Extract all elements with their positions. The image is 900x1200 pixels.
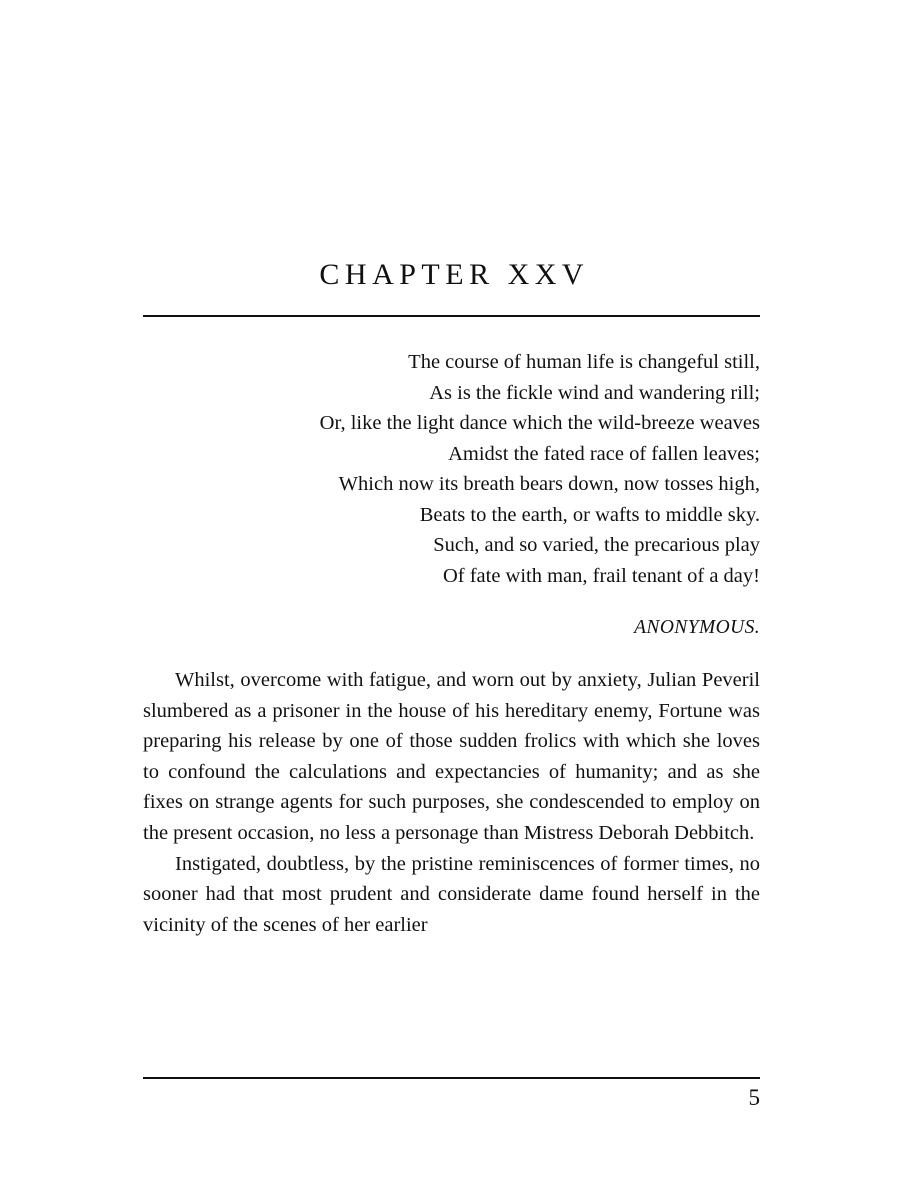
- epigraph-verse: [143, 347, 760, 591]
- epigraph-line: Which now its breath bears down, now tosses high,: [338, 473, 760, 495]
- epigraph-line: As is the fickle wind and wandering rill;: [429, 381, 760, 404]
- page-title: CHAPTER XXV: [319, 258, 590, 291]
- epigraph-attribution: ANONYMOUS.: [634, 617, 760, 638]
- page-content: [143, 0, 760, 940]
- epigraph-line: Such, and so varied, the precarious play: [433, 534, 760, 556]
- epigraph-line: Beats to the earth, or wafts to middle sky.: [419, 503, 760, 526]
- body-paragraph: Instigated, doubtless, by the pristine reminiscences of former times, no sooner had that most prudent and considerate dame found herself in the vicinity of the scenes of her earlier: [143, 852, 760, 936]
- epigraph-line: Of fate with man, frail tenant of a day!: [442, 564, 760, 587]
- epigraph-line: Amidst the fated race of fallen leaves;: [448, 442, 760, 465]
- body-paragraph: Whilst, overcome with fatigue, and worn out by anxiety, Julian Peveril slumbered as a prisoner in the house of his hereditary enemy, Fortune was preparing his release by one of those sudden frolics with which she loves to confound the calculations and expectancies of humanity; and as she fixes on strange agents for such purposes, she condescended to employ on the present occasion, no less a personage than Mistress Deborah Debbitch.: [143, 669, 760, 844]
- body-text: [143, 665, 760, 940]
- epigraph-line: The course of human life is changeful still,: [408, 351, 760, 373]
- epigraph-line: Or, like the light dance which the wild-breeze weaves: [319, 412, 760, 434]
- footer-divider: [143, 1077, 760, 1079]
- header-divider: [143, 315, 760, 317]
- page-number: 5: [748, 1085, 760, 1110]
